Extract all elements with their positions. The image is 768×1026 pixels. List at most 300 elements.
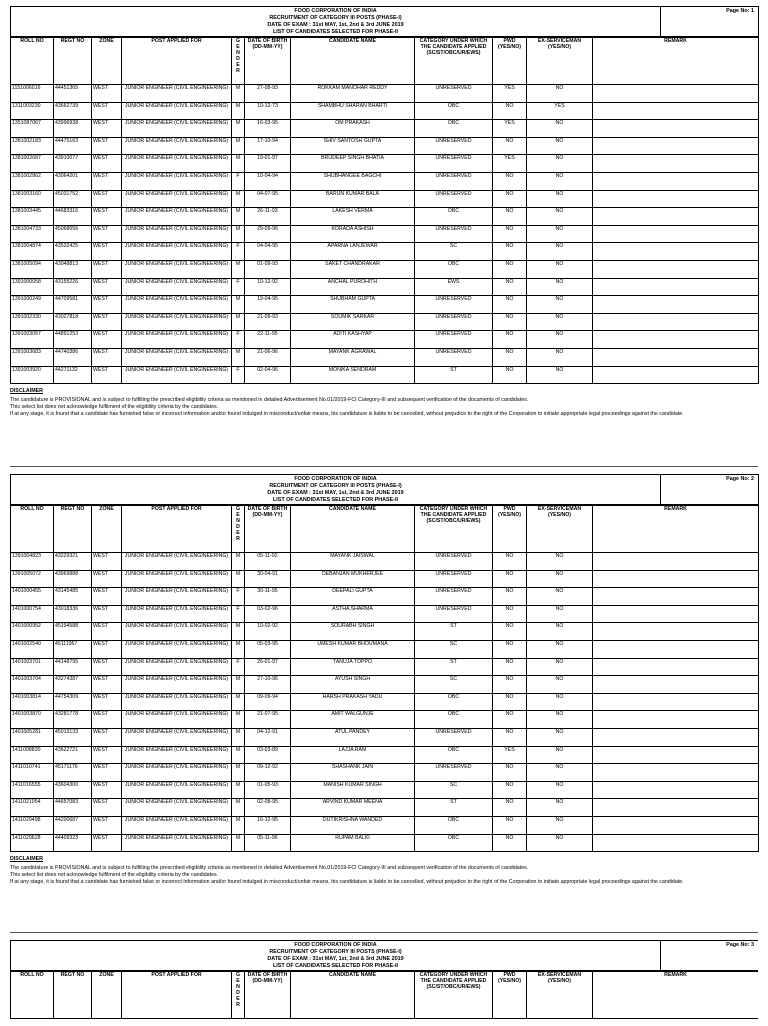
zone: WEST: [92, 348, 122, 366]
gender: M: [232, 799, 245, 817]
roll-no: 1411010741: [11, 764, 54, 782]
zone: WEST: [92, 553, 122, 571]
disclaimer-line: If at any stage, it is found that a candidate has furnished false or incorrect information and/or found indulged in misconduct/unfair means, his candidature is liable to be cancelled, without prejudice to the right of the Corporation to initiate appropriate legal proceedings against the candidate.: [10, 879, 684, 886]
remark: [593, 764, 759, 782]
disclaimer: [10, 388, 758, 418]
roll-no: 1381002183: [11, 137, 54, 155]
candidate-name: LAJJA RAM: [291, 746, 415, 764]
gender: F: [232, 243, 245, 261]
col-regt-no: REGT NO: [54, 38, 92, 85]
category: ST: [415, 658, 493, 676]
pwd: NO: [493, 834, 527, 852]
ex-serviceman: NO: [527, 658, 593, 676]
roll-no: 1401003704: [11, 676, 54, 694]
category: UNRESERVED: [415, 137, 493, 155]
remark: [593, 834, 759, 852]
table-row: [11, 296, 759, 314]
roll-no: 1411029498: [11, 816, 54, 834]
pwd: NO: [493, 711, 527, 729]
col-roll-no: ROLL NO: [11, 506, 54, 553]
page-block: [10, 474, 758, 886]
column-header-row: [11, 506, 759, 553]
gender: M: [232, 570, 245, 588]
page-header: [10, 6, 759, 37]
category: OBC: [415, 834, 493, 852]
date-of-birth: 26-01-97: [245, 658, 291, 676]
table-row: [11, 588, 759, 606]
gender: M: [232, 553, 245, 571]
post-applied: JUNIOR ENGINEER (CIVIL ENGINEERING): [122, 711, 232, 729]
regt-no: 44709581: [54, 296, 92, 314]
category: UNRESERVED: [415, 331, 493, 349]
ex-serviceman: NO: [527, 781, 593, 799]
gender-letter: E: [236, 512, 240, 518]
candidate-name: SAKET CHANDRAKAR: [291, 260, 415, 278]
ex-serviceman: NO: [527, 313, 593, 331]
ex-serviceman: NO: [527, 553, 593, 571]
gender-letter: N: [236, 50, 240, 56]
regt-no: 45194588: [54, 623, 92, 641]
roll-no: 1391002330: [11, 313, 54, 331]
date-of-birth: 10-02-92: [245, 623, 291, 641]
pwd: YES: [493, 746, 527, 764]
remark: [593, 676, 759, 694]
zone: WEST: [92, 225, 122, 243]
pwd: NO: [493, 676, 527, 694]
col-zone: ZONE: [92, 506, 122, 553]
table-row: [11, 102, 759, 120]
candidate-name: KORADA ASHISH: [291, 225, 415, 243]
post-applied: JUNIOR ENGINEER (CIVIL ENGINEERING): [122, 588, 232, 606]
ex-serviceman: NO: [527, 85, 593, 103]
roll-no: 1381002687: [11, 155, 54, 173]
remark: [593, 137, 759, 155]
table-row: [11, 693, 759, 711]
category: SC: [415, 676, 493, 694]
table-row: [11, 155, 759, 173]
roll-no: 1391000249: [11, 296, 54, 314]
pwd: NO: [493, 348, 527, 366]
date-of-birth: 29-09-96: [245, 225, 291, 243]
recruitment-title: RECRUITMENT OF CATEGORY III POSTS (PHASE-I): [269, 15, 402, 21]
date-of-birth: 02-04-96: [245, 366, 291, 384]
remark: [593, 553, 759, 571]
candidate-name: ATUL PANDEY: [291, 728, 415, 746]
col-pwd: PWD (YES/NO): [493, 972, 527, 1019]
pwd: NO: [493, 137, 527, 155]
post-applied: JUNIOR ENGINEER (CIVIL ENGINEERING): [122, 137, 232, 155]
category: UNRESERVED: [415, 570, 493, 588]
exam-date: DATE OF EXAM : 31st MAY, 1st, 2nd & 3rd JUNE 2019: [267, 490, 404, 496]
pwd: NO: [493, 570, 527, 588]
remark: [593, 208, 759, 226]
table-row: [11, 570, 759, 588]
col-gender: [232, 506, 245, 553]
gender: M: [232, 85, 245, 103]
regt-no: 43662739: [54, 102, 92, 120]
column-header-row: [11, 972, 759, 1019]
ex-serviceman: NO: [527, 588, 593, 606]
category: UNRESERVED: [415, 225, 493, 243]
date-of-birth: 16-03-95: [245, 120, 291, 138]
regt-no: 43064201: [54, 172, 92, 190]
post-applied: JUNIOR ENGINEER (CIVIL ENGINEERING): [122, 728, 232, 746]
post-applied: JUNIOR ENGINEER (CIVIL ENGINEERING): [122, 190, 232, 208]
table-row: [11, 658, 759, 676]
zone: WEST: [92, 243, 122, 261]
post-applied: JUNIOR ENGINEER (CIVIL ENGINEERING): [122, 260, 232, 278]
date-of-birth: 09-12-92: [245, 764, 291, 782]
page-block: [10, 940, 758, 1026]
post-applied: JUNIOR ENGINEER (CIVIL ENGINEERING): [122, 623, 232, 641]
col-zone: ZONE: [92, 38, 122, 85]
gender-letter: D: [236, 56, 240, 62]
post-applied: JUNIOR ENGINEER (CIVIL ENGINEERING): [122, 834, 232, 852]
ex-serviceman: NO: [527, 693, 593, 711]
candidate-name: RUPAM BALKI: [291, 834, 415, 852]
gender: M: [232, 313, 245, 331]
candidate-name: SHASHANK JAIN: [291, 764, 415, 782]
regt-no: 45171176: [54, 764, 92, 782]
col-roll-no: ROLL NO: [11, 972, 54, 1019]
gender-letter: R: [236, 536, 240, 542]
list-title: LIST OF CANDIDATES SELECTED FOR PHASE-II: [272, 497, 399, 503]
col-pwd: PWD (YES/NO): [493, 506, 527, 553]
post-applied: JUNIOR ENGINEER (CIVIL ENGINEERING): [122, 243, 232, 261]
org-name: FOOD CORPORATION OF INDIA: [294, 8, 377, 14]
table-row: [11, 834, 759, 852]
roll-no: 1391005072: [11, 570, 54, 588]
date-of-birth: 09-09-94: [245, 693, 291, 711]
col-category: CATEGORY UNDER WHICH THE CANDIDATE APPLIED (SC/ST/OBC/UR/EWS): [415, 972, 493, 1019]
pwd: NO: [493, 296, 527, 314]
disclaimer-line: This select list does not acknowledge fulfilment of the eligibility criteria by the candidates.: [10, 404, 219, 411]
header-title-block: [11, 7, 661, 37]
date-of-birth: 21-09-93: [245, 313, 291, 331]
roll-no: 1411021054: [11, 799, 54, 817]
exam-date: DATE OF EXAM : 31st MAY, 1st, 2nd & 3rd JUNE 2019: [267, 22, 404, 28]
table-row: [11, 243, 759, 261]
pwd: NO: [493, 764, 527, 782]
table-row: [11, 85, 759, 103]
candidate-name: ASTHA SHARMA: [291, 605, 415, 623]
zone: WEST: [92, 816, 122, 834]
roll-no: 1401000952: [11, 623, 54, 641]
candidates-table: [10, 505, 759, 852]
gender: M: [232, 120, 245, 138]
remark: [593, 816, 759, 834]
gender-letter: G: [235, 38, 241, 44]
post-applied: JUNIOR ENGINEER (CIVIL ENGINEERING): [122, 816, 232, 834]
zone: WEST: [92, 799, 122, 817]
table-row: [11, 366, 759, 384]
gender: M: [232, 640, 245, 658]
pwd: NO: [493, 243, 527, 261]
category: UNRESERVED: [415, 85, 493, 103]
candidate-name: DEBANJAN MUKHERJEE: [291, 570, 415, 588]
pwd: NO: [493, 640, 527, 658]
regt-no: 44409323: [54, 834, 92, 852]
col-regt-no: REGT NO: [54, 506, 92, 553]
col-candidate-name: CANDIDATE NAME: [291, 38, 415, 85]
zone: WEST: [92, 260, 122, 278]
candidate-name: LAKESH VERMA: [291, 208, 415, 226]
zone: WEST: [92, 640, 122, 658]
candidate-name: SOURABH SINGH: [291, 623, 415, 641]
post-applied: JUNIOR ENGINEER (CIVIL ENGINEERING): [122, 331, 232, 349]
page-number: Page No: 3: [661, 941, 759, 971]
candidate-name: DEEPALI GUPTA: [291, 588, 415, 606]
exam-date: DATE OF EXAM : 31st MAY, 1st, 2nd & 3rd JUNE 2019: [267, 956, 404, 962]
col-gender: [232, 38, 245, 85]
roll-no: 1411029628: [11, 834, 54, 852]
pwd: NO: [493, 658, 527, 676]
ex-serviceman: NO: [527, 366, 593, 384]
roll-no: 1391003920: [11, 366, 54, 384]
roll-no: 1401000455: [11, 588, 54, 606]
pwd: NO: [493, 172, 527, 190]
date-of-birth: 03-03-89: [245, 746, 291, 764]
category: ST: [415, 366, 493, 384]
ex-serviceman: NO: [527, 623, 593, 641]
table-row: [11, 816, 759, 834]
category: SC: [415, 640, 493, 658]
zone: WEST: [92, 155, 122, 173]
date-of-birth: 27-08-93: [245, 85, 291, 103]
gender: M: [232, 764, 245, 782]
regt-no: 43018336: [54, 605, 92, 623]
candidate-name: SHUBHAM GUPTA: [291, 296, 415, 314]
table-row: [11, 260, 759, 278]
regt-no: 43048813: [54, 260, 92, 278]
candidate-name: ROKKAM MANOHAR REDDY: [291, 85, 415, 103]
post-applied: JUNIOR ENGINEER (CIVIL ENGINEERING): [122, 799, 232, 817]
post-applied: JUNIOR ENGINEER (CIVIL ENGINEERING): [122, 296, 232, 314]
post-applied: JUNIOR ENGINEER (CIVIL ENGINEERING): [122, 313, 232, 331]
pwd: NO: [493, 208, 527, 226]
post-applied: JUNIOR ENGINEER (CIVIL ENGINEERING): [122, 693, 232, 711]
disclaimer-line: The candidature is PROVISIONAL and is subject to fulfilling the prescribed eligibility criteria as mentioned in detailed Advertisement No.01/2019-FCI Category-III and subsequent verification of the documents of candidates.: [10, 865, 529, 872]
gender: F: [232, 366, 245, 384]
disclaimer-line: This select list does not acknowledge fulfilment of the eligibility criteria by the candidates.: [10, 872, 219, 879]
page-number: Page No: 1: [661, 7, 759, 37]
post-applied: JUNIOR ENGINEER (CIVIL ENGINEERING): [122, 746, 232, 764]
gender: F: [232, 588, 245, 606]
roll-no: 1381004874: [11, 243, 54, 261]
roll-no: 1391003683: [11, 348, 54, 366]
post-applied: JUNIOR ENGINEER (CIVIL ENGINEERING): [122, 781, 232, 799]
remark: [593, 190, 759, 208]
candidate-name: ANCHAL PUROHITH: [291, 278, 415, 296]
candidate-name: AMIT WALGUNJE: [291, 711, 415, 729]
post-applied: JUNIOR ENGINEER (CIVIL ENGINEERING): [122, 553, 232, 571]
category: EWS: [415, 278, 493, 296]
category: UNRESERVED: [415, 313, 493, 331]
gender: M: [232, 155, 245, 173]
category: UNRESERVED: [415, 155, 493, 173]
category: UNRESERVED: [415, 172, 493, 190]
date-of-birth: 01-05-93: [245, 781, 291, 799]
roll-no: 1401002540: [11, 640, 54, 658]
zone: WEST: [92, 728, 122, 746]
pwd: YES: [493, 155, 527, 173]
roll-no: 1381004733: [11, 225, 54, 243]
date-of-birth: 27-10-96: [245, 676, 291, 694]
table-row: [11, 120, 759, 138]
ex-serviceman: NO: [527, 799, 593, 817]
gender-letter: D: [236, 524, 240, 530]
ex-serviceman: NO: [527, 331, 593, 349]
roll-no: 1401000754: [11, 605, 54, 623]
pwd: YES: [493, 85, 527, 103]
pwd: NO: [493, 693, 527, 711]
recruitment-title: RECRUITMENT OF CATEGORY III POSTS (PHASE-I): [269, 949, 402, 955]
table-row: [11, 764, 759, 782]
post-applied: JUNIOR ENGINEER (CIVIL ENGINEERING): [122, 85, 232, 103]
regt-no: 43532425: [54, 243, 92, 261]
candidate-name: DUTIKRISHNA WANDED: [291, 816, 415, 834]
disclaimer-title: DISCLAIMER: [10, 856, 43, 863]
regt-no: 43155226: [54, 278, 92, 296]
remark: [593, 588, 759, 606]
gender: F: [232, 331, 245, 349]
remark: [593, 172, 759, 190]
page-header: [10, 940, 758, 971]
pwd: NO: [493, 799, 527, 817]
ex-serviceman: NO: [527, 746, 593, 764]
date-of-birth: 04-07-95: [245, 190, 291, 208]
header-title-block: [11, 475, 661, 505]
roll-no: 1381002862: [11, 172, 54, 190]
regt-no: 45068656: [54, 225, 92, 243]
table-row: [11, 799, 759, 817]
ex-serviceman: NO: [527, 711, 593, 729]
remark: [593, 781, 759, 799]
remark: [593, 260, 759, 278]
post-applied: JUNIOR ENGINEER (CIVIL ENGINEERING): [122, 570, 232, 588]
gender-letter: G: [235, 506, 241, 512]
table-row: [11, 553, 759, 571]
roll-no: 1391004823: [11, 553, 54, 571]
remark: [593, 102, 759, 120]
candidate-name: SHIV SANTOSH GUPTA: [291, 137, 415, 155]
col-regt-no: REGT NO: [54, 972, 92, 1019]
roll-no: 1381005094: [11, 260, 54, 278]
gender-letter: E: [236, 996, 240, 1002]
ex-serviceman: NO: [527, 728, 593, 746]
remark: [593, 658, 759, 676]
col-dob: DATE OF BIRTH (DD-MM-YY): [245, 972, 291, 1019]
category: OBC: [415, 102, 493, 120]
gender-letter: N: [236, 984, 240, 990]
remark: [593, 570, 759, 588]
table-row: [11, 348, 759, 366]
zone: WEST: [92, 834, 122, 852]
remark: [593, 605, 759, 623]
col-post: POST APPLIED FOR: [122, 38, 232, 85]
roll-no: 1311003230: [11, 102, 54, 120]
table-row: [11, 190, 759, 208]
table-row: [11, 225, 759, 243]
date-of-birth: 30-04-91: [245, 570, 291, 588]
ex-serviceman: NO: [527, 278, 593, 296]
pwd: NO: [493, 728, 527, 746]
gender-letter: R: [236, 68, 240, 74]
ex-serviceman: NO: [527, 816, 593, 834]
table-row: [11, 331, 759, 349]
col-post: POST APPLIED FOR: [122, 506, 232, 553]
page-separator: [10, 932, 758, 933]
gender: F: [232, 278, 245, 296]
ex-serviceman: NO: [527, 190, 593, 208]
zone: WEST: [92, 208, 122, 226]
gender: M: [232, 137, 245, 155]
regt-no: 43027818: [54, 313, 92, 331]
col-ex-serviceman: EX-SERVICEMAN (YES/NO): [527, 38, 593, 85]
ex-serviceman: NO: [527, 172, 593, 190]
regt-no: 43604300: [54, 781, 92, 799]
col-dob: DATE OF BIRTH (DD-MM-YY): [245, 506, 291, 553]
disclaimer-line: The candidature is PROVISIONAL and is subject to fulfilling the prescribed eligibility criteria as mentioned in detailed Advertisement No.01/2019-FCI Category-III and subsequent verification of the documents of candidates.: [10, 397, 529, 404]
col-post: POST APPLIED FOR: [122, 972, 232, 1019]
candidate-name: ARVIND KUMAR MEENA: [291, 799, 415, 817]
gender: M: [232, 208, 245, 226]
col-ex-serviceman: EX-SERVICEMAN (YES/NO): [527, 972, 593, 1019]
roll-no: 1401003870: [11, 711, 54, 729]
gender: M: [232, 676, 245, 694]
date-of-birth: 22-11-95: [245, 331, 291, 349]
org-name: FOOD CORPORATION OF INDIA: [294, 942, 377, 948]
candidates-table: [10, 37, 759, 384]
candidate-name: UMESH KUMAR BHOUMANA: [291, 640, 415, 658]
post-applied: JUNIOR ENGINEER (CIVIL ENGINEERING): [122, 155, 232, 173]
table-row: [11, 781, 759, 799]
pwd: NO: [493, 331, 527, 349]
candidate-name: OM PRAKASH: [291, 120, 415, 138]
roll-no: 1391000058: [11, 278, 54, 296]
regt-no: 45111967: [54, 640, 92, 658]
post-applied: JUNIOR ENGINEER (CIVIL ENGINEERING): [122, 208, 232, 226]
category: UNRESERVED: [415, 348, 493, 366]
list-title: LIST OF CANDIDATES SELECTED FOR PHASE-II: [272, 29, 399, 35]
post-applied: JUNIOR ENGINEER (CIVIL ENGINEERING): [122, 640, 232, 658]
pwd: NO: [493, 816, 527, 834]
table-row: [11, 278, 759, 296]
gender-letter: E: [236, 62, 240, 68]
roll-no: 1391003057: [11, 331, 54, 349]
org-name: FOOD CORPORATION OF INDIA: [294, 476, 377, 482]
gender: M: [232, 260, 245, 278]
zone: WEST: [92, 693, 122, 711]
category: OBC: [415, 711, 493, 729]
regt-no: 43229321: [54, 553, 92, 571]
candidate-name: MANISH KUMAR SINGH: [291, 781, 415, 799]
ex-serviceman: NO: [527, 296, 593, 314]
candidate-name: HARSH PRAKASH YADU: [291, 693, 415, 711]
list-title: LIST OF CANDIDATES SELECTED FOR PHASE-II: [272, 963, 399, 969]
regt-no: 44271132: [54, 366, 92, 384]
pwd: NO: [493, 588, 527, 606]
ex-serviceman: NO: [527, 225, 593, 243]
category: OBC: [415, 693, 493, 711]
category: UNRESERVED: [415, 605, 493, 623]
col-candidate-name: CANDIDATE NAME: [291, 972, 415, 1019]
category: UNRESERVED: [415, 588, 493, 606]
col-category: CATEGORY UNDER WHICH THE CANDIDATE APPLIED (SC/ST/OBC/UR/EWS): [415, 38, 493, 85]
gender: M: [232, 711, 245, 729]
pwd: NO: [493, 605, 527, 623]
gender: M: [232, 816, 245, 834]
